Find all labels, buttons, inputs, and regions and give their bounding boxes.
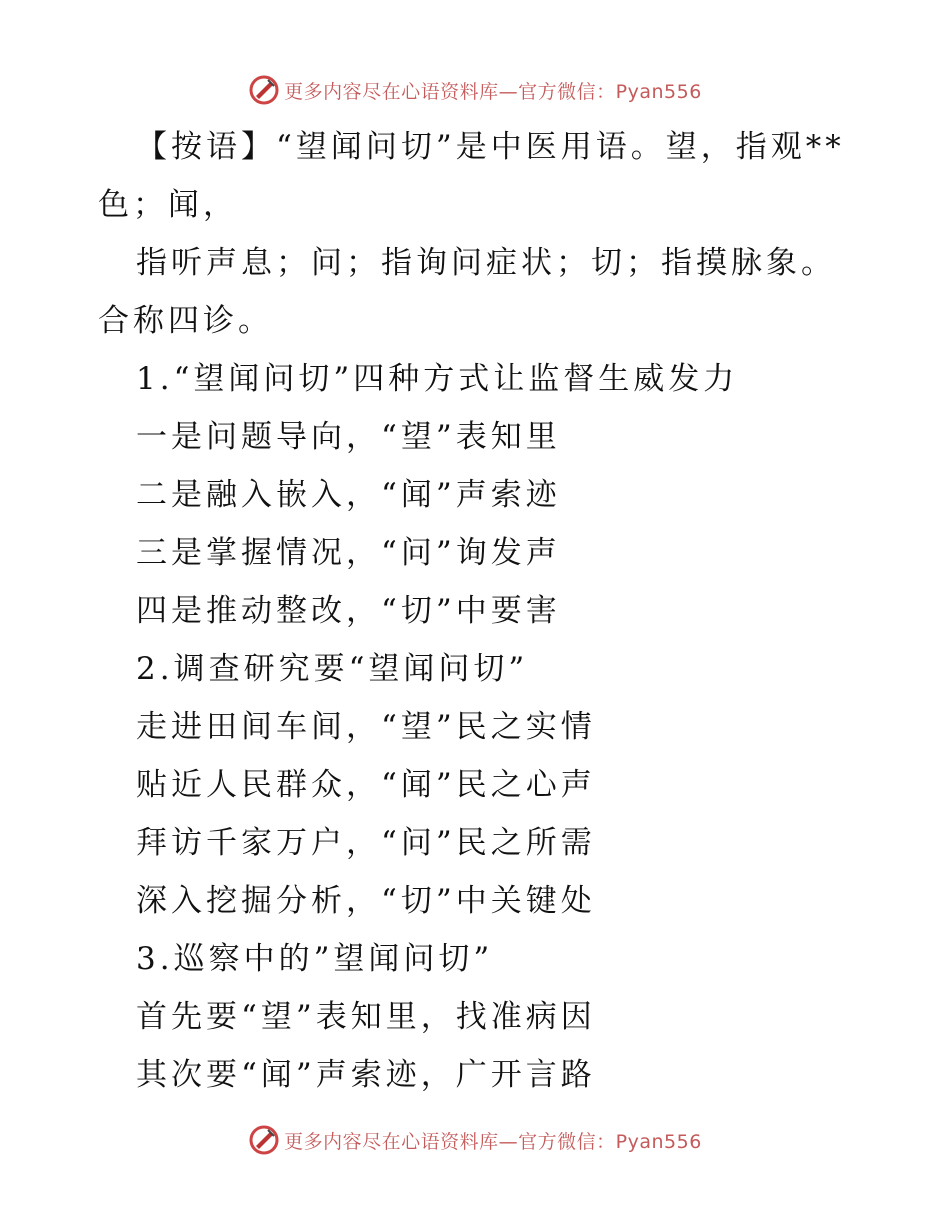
watermark-text: 更多内容尽在心语资料库—官方微信：Pyan556 — [284, 80, 702, 103]
list-item: 深入挖掘分析，“切”中关键处 — [136, 883, 596, 919]
list-item: 四是推动整改，“切”中要害 — [136, 593, 561, 629]
heading-1: 1.“望闻问切”四种方式让监督生威发力 — [136, 361, 739, 397]
heading-3: 3.巡察中的”望闻问切” — [136, 941, 494, 977]
footer-watermark — [0, 1120, 950, 1160]
heading-2: 2.调查研究要“望闻问切” — [136, 651, 529, 687]
preface-paragraph-1: 【按语】“望闻问切”是中医用语。望，指观**色；闻， — [98, 129, 845, 223]
list-item: 一是问题导向，“望”表知里 — [136, 419, 561, 455]
document-body — [98, 118, 858, 1104]
watermark-text: 更多内容尽在心语资料库—官方微信：Pyan556 — [284, 1130, 702, 1153]
list-item: 拜访千家万户，“问”民之所需 — [136, 825, 596, 861]
brand-logo-icon — [248, 1124, 280, 1156]
brand-logo-icon — [248, 74, 280, 106]
list-item: 二是融入嵌入，“闻”声索迹 — [136, 477, 561, 513]
preface-paragraph-2: 指听声息；问；指询问症状；切；指摸脉象。合称四诊。 — [98, 245, 836, 339]
list-item: 首先要“望”表知里，找准病因 — [136, 999, 596, 1035]
list-item: 其次要“闻”声索迹，广开言路 — [136, 1057, 596, 1093]
list-item: 贴近人民群众，“闻”民之心声 — [136, 767, 596, 803]
list-item: 三是掌握情况，“问”询发声 — [136, 535, 561, 571]
header-watermark — [0, 70, 950, 110]
list-item: 走进田间车间，“望”民之实情 — [136, 709, 596, 745]
